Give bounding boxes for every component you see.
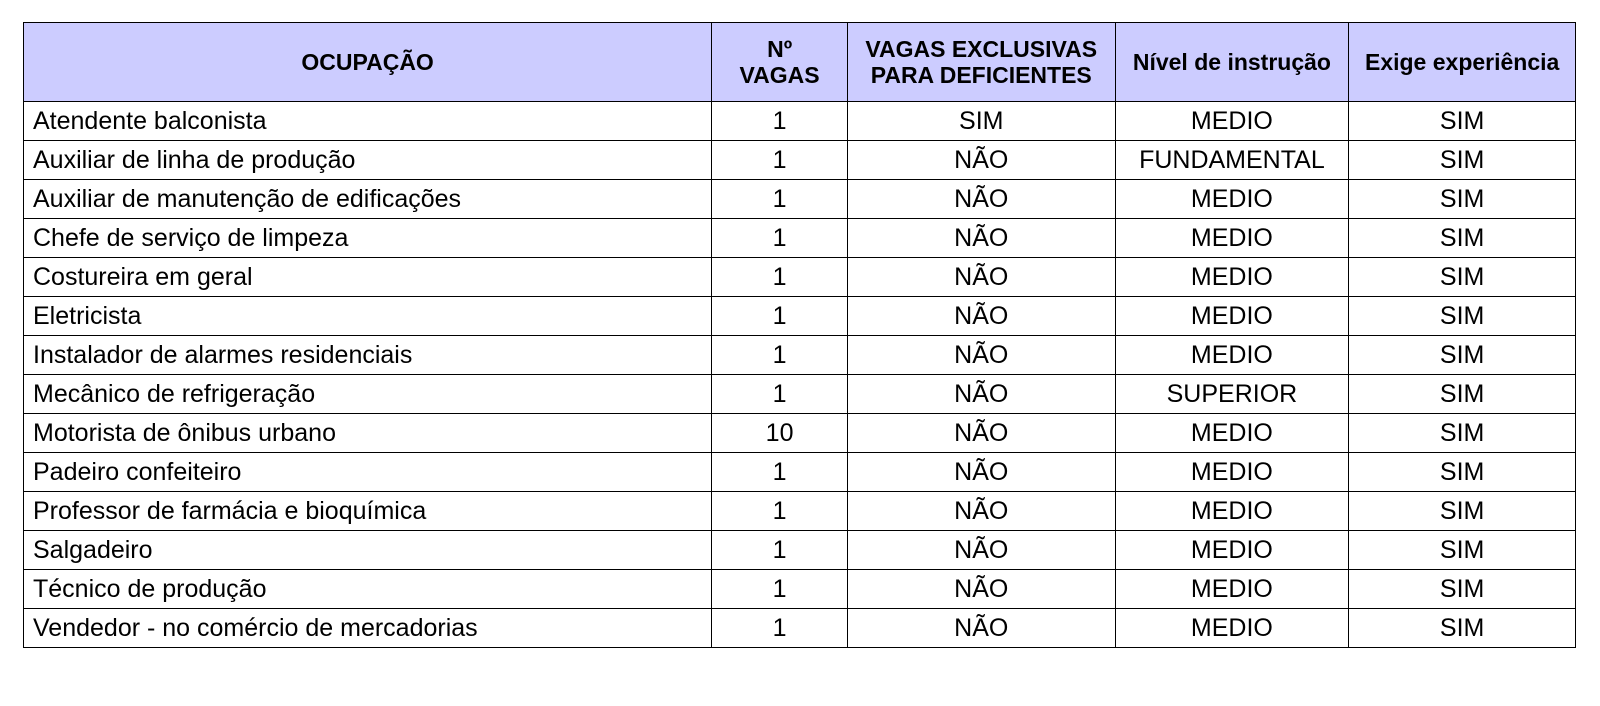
header-exclusive-line1: VAGAS EXCLUSIVAS [865, 35, 1098, 62]
cell-vacancies: 1 [712, 336, 848, 375]
cell-exclusive: NÃO [847, 180, 1115, 219]
cell-occupation: Salgadeiro [24, 531, 712, 570]
table-row [24, 492, 1576, 531]
job-vacancies-table-container [23, 22, 1576, 648]
cell-vacancies: 1 [712, 375, 848, 414]
table-header [24, 23, 1576, 102]
cell-experience: SIM [1349, 570, 1576, 609]
cell-occupation: Professor de farmácia e bioquímica [24, 492, 712, 531]
cell-vacancies: 1 [712, 180, 848, 219]
cell-experience: SIM [1349, 492, 1576, 531]
header-vacancies-line1: Nº [767, 35, 793, 62]
header-experience: Exige experiência [1349, 23, 1576, 102]
cell-occupation: Costureira em geral [24, 258, 712, 297]
cell-vacancies: 1 [712, 141, 848, 180]
cell-vacancies: 1 [712, 609, 848, 648]
cell-education: FUNDAMENTAL [1115, 141, 1349, 180]
header-exclusive-line2: PARA DEFICIENTES [870, 62, 1092, 88]
header-vacancies [712, 23, 848, 102]
cell-exclusive: NÃO [847, 414, 1115, 453]
cell-exclusive: NÃO [847, 453, 1115, 492]
cell-education: MEDIO [1115, 570, 1349, 609]
cell-exclusive: NÃO [847, 297, 1115, 336]
cell-education: MEDIO [1115, 336, 1349, 375]
table-body [24, 102, 1576, 648]
cell-experience: SIM [1349, 414, 1576, 453]
cell-education: MEDIO [1115, 492, 1349, 531]
table-row [24, 102, 1576, 141]
table-row [24, 570, 1576, 609]
cell-exclusive: NÃO [847, 570, 1115, 609]
cell-exclusive: NÃO [847, 492, 1115, 531]
cell-education: MEDIO [1115, 180, 1349, 219]
cell-experience: SIM [1349, 102, 1576, 141]
cell-occupation: Atendente balconista [24, 102, 712, 141]
cell-experience: SIM [1349, 531, 1576, 570]
cell-education: MEDIO [1115, 297, 1349, 336]
cell-experience: SIM [1349, 180, 1576, 219]
cell-exclusive: SIM [847, 102, 1115, 141]
cell-occupation: Vendedor - no comércio de mercadorias [24, 609, 712, 648]
table-row [24, 453, 1576, 492]
table-row [24, 180, 1576, 219]
header-education: Nível de instrução [1115, 23, 1349, 102]
cell-experience: SIM [1349, 336, 1576, 375]
cell-vacancies: 1 [712, 258, 848, 297]
cell-vacancies: 1 [712, 570, 848, 609]
header-row [24, 23, 1576, 102]
cell-education: MEDIO [1115, 609, 1349, 648]
cell-vacancies: 10 [712, 414, 848, 453]
cell-exclusive: NÃO [847, 141, 1115, 180]
table-row [24, 375, 1576, 414]
cell-education: MEDIO [1115, 219, 1349, 258]
cell-vacancies: 1 [712, 453, 848, 492]
job-vacancies-table [23, 22, 1576, 648]
cell-occupation: Mecânico de refrigeração [24, 375, 712, 414]
table-row [24, 609, 1576, 648]
cell-vacancies: 1 [712, 492, 848, 531]
cell-education: MEDIO [1115, 531, 1349, 570]
cell-occupation: Técnico de produção [24, 570, 712, 609]
cell-vacancies: 1 [712, 219, 848, 258]
cell-education: MEDIO [1115, 414, 1349, 453]
cell-vacancies: 1 [712, 531, 848, 570]
cell-experience: SIM [1349, 297, 1576, 336]
cell-experience: SIM [1349, 258, 1576, 297]
cell-vacancies: 1 [712, 297, 848, 336]
cell-education: SUPERIOR [1115, 375, 1349, 414]
cell-occupation: Padeiro confeiteiro [24, 453, 712, 492]
cell-exclusive: NÃO [847, 219, 1115, 258]
table-row [24, 414, 1576, 453]
cell-exclusive: NÃO [847, 609, 1115, 648]
cell-occupation: Instalador de alarmes residenciais [24, 336, 712, 375]
cell-exclusive: NÃO [847, 336, 1115, 375]
header-occupation: OCUPAÇÃO [24, 23, 712, 102]
cell-occupation: Auxiliar de manutenção de edificações [24, 180, 712, 219]
cell-vacancies: 1 [712, 102, 848, 141]
cell-education: MEDIO [1115, 453, 1349, 492]
cell-occupation: Eletricista [24, 297, 712, 336]
table-row [24, 219, 1576, 258]
header-exclusive [847, 23, 1115, 102]
cell-experience: SIM [1349, 609, 1576, 648]
cell-occupation: Chefe de serviço de limpeza [24, 219, 712, 258]
table-row [24, 297, 1576, 336]
cell-occupation: Auxiliar de linha de produção [24, 141, 712, 180]
table-row [24, 336, 1576, 375]
header-vacancies-line2: VAGAS [739, 62, 820, 88]
cell-experience: SIM [1349, 453, 1576, 492]
cell-experience: SIM [1349, 219, 1576, 258]
cell-occupation: Motorista de ônibus urbano [24, 414, 712, 453]
cell-education: MEDIO [1115, 102, 1349, 141]
table-row [24, 258, 1576, 297]
cell-education: MEDIO [1115, 258, 1349, 297]
cell-experience: SIM [1349, 141, 1576, 180]
table-row [24, 531, 1576, 570]
cell-exclusive: NÃO [847, 531, 1115, 570]
cell-exclusive: NÃO [847, 375, 1115, 414]
cell-experience: SIM [1349, 375, 1576, 414]
cell-exclusive: NÃO [847, 258, 1115, 297]
table-row [24, 141, 1576, 180]
